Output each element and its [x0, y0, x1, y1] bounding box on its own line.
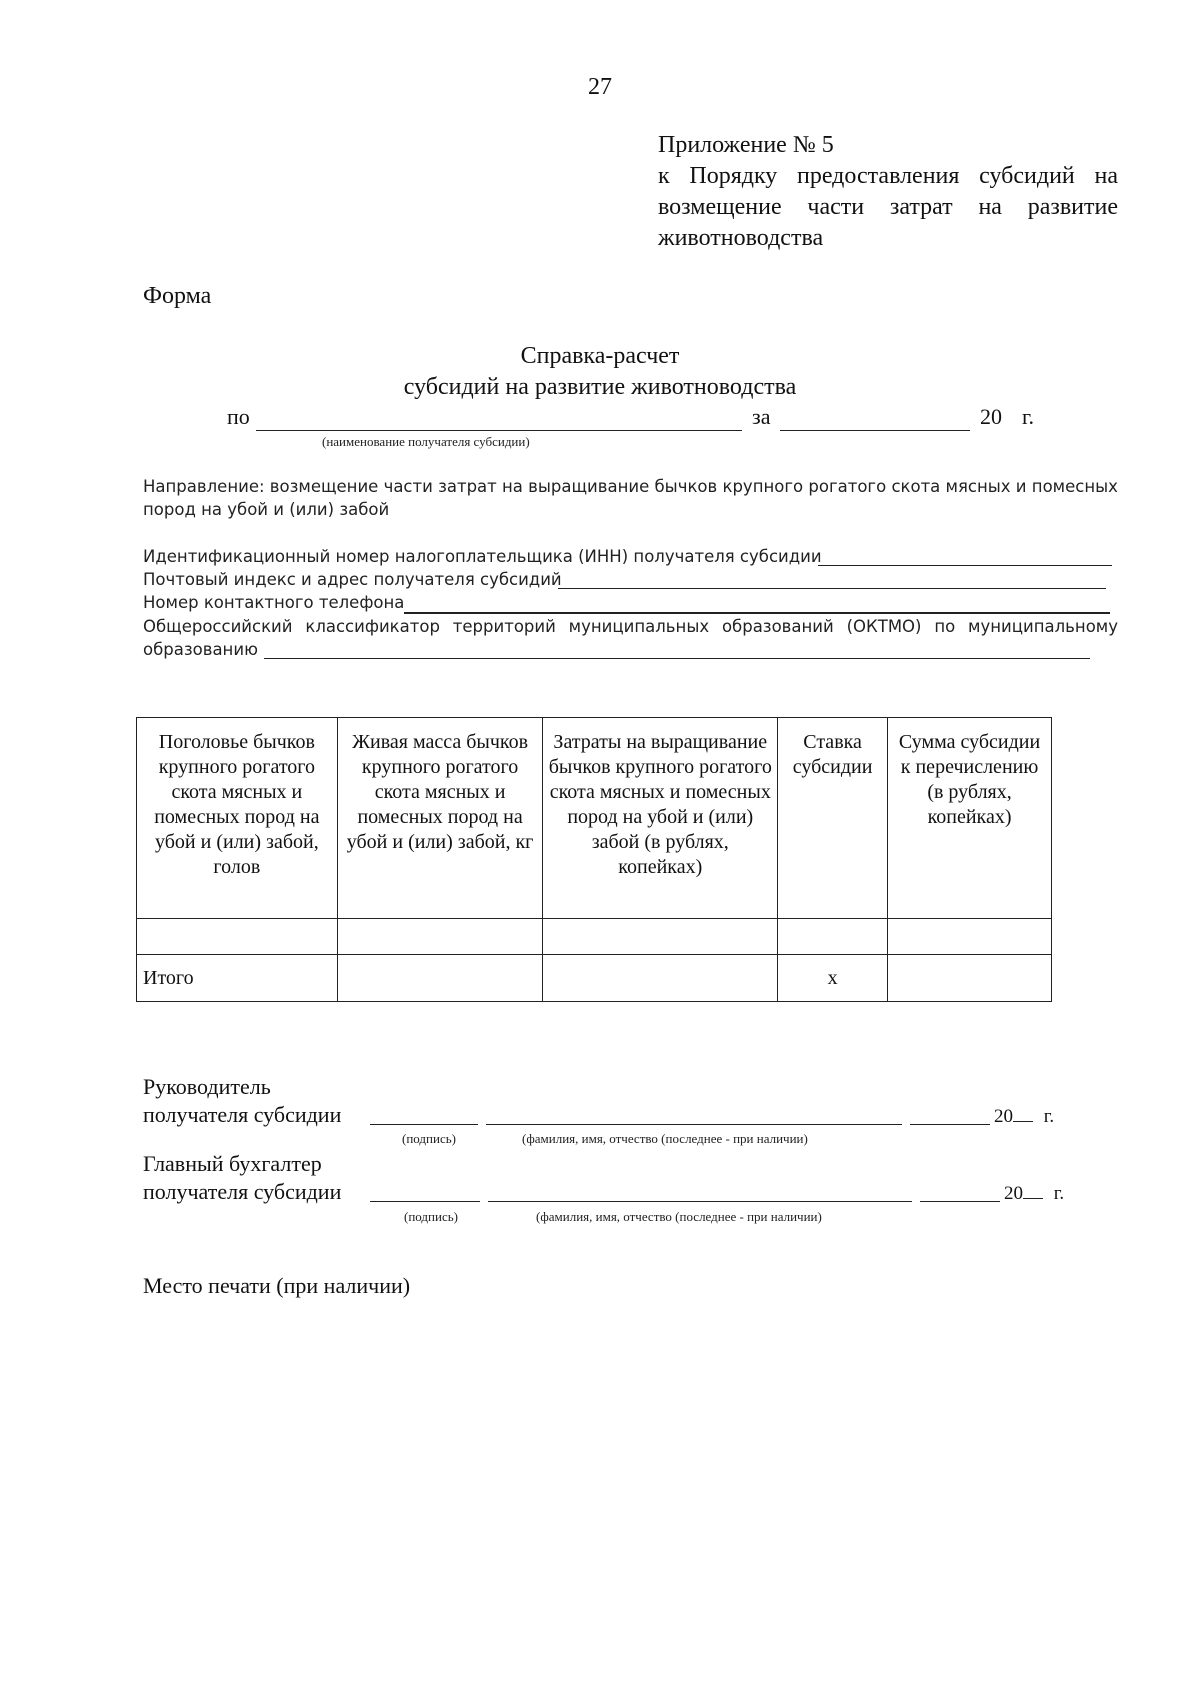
head-sign-caption: (подпись): [402, 1131, 456, 1146]
cell-head-count[interactable]: [137, 919, 338, 955]
oktmo-label-line-2: образованию: [143, 640, 258, 659]
accountant-year-suffix: г.: [1053, 1183, 1065, 1204]
header-head-count: Поголовье бычков крупного рогатого скота мясных и помесных пород на убой и (или) забой, голов: [137, 718, 338, 919]
cell-costs[interactable]: [543, 919, 778, 955]
address-field[interactable]: [558, 588, 1106, 589]
address-label: Почтовый индекс и адрес получателя субсидий: [143, 570, 562, 589]
year-suffix: г.: [1022, 404, 1035, 429]
period-field[interactable]: [780, 430, 970, 431]
head-year-field[interactable]: [1013, 1121, 1033, 1122]
accountant-name-caption: (фамилия, имя, отчество (последнее - при наличии): [536, 1209, 822, 1224]
head-recipient: получателя субсидии: [143, 1102, 342, 1127]
head-year-suffix: г.: [1043, 1106, 1055, 1127]
appendix-title: Приложение № 5: [658, 132, 834, 158]
cell-rate[interactable]: [778, 919, 888, 955]
head-year: [994, 1106, 1054, 1128]
doc-title-line-1: Справка-расчет: [520, 343, 680, 369]
head-signature-field[interactable]: [370, 1124, 478, 1125]
accountant-year: [1004, 1183, 1064, 1205]
oktmo-field[interactable]: [264, 658, 1090, 659]
head-name-caption: (фамилия, имя, отчество (последнее - при наличии): [522, 1131, 808, 1146]
year-prefix: 20: [980, 404, 1002, 429]
doc-title-line-2: субсидий на развитие животноводства: [403, 374, 797, 400]
inn-field[interactable]: [818, 565, 1112, 566]
accountant-title: Главный бухгалтер: [143, 1151, 322, 1176]
recipient-name-field[interactable]: [256, 430, 742, 431]
head-year-prefix: 20: [994, 1106, 1013, 1127]
header-amount: Сумма субсидии к перечислению (в рублях, копейках): [888, 718, 1052, 919]
header-live-weight: Живая масса бычков крупного рогатого скота мясных и помесных пород на убой и (или) забой, кг: [337, 718, 543, 919]
cell-live-weight[interactable]: [337, 919, 543, 955]
appendix-header: [658, 130, 1118, 254]
table-total-row: [137, 955, 1052, 1002]
direction-line-2: пород на убой и (или) забой: [143, 500, 390, 519]
form-label: Форма: [143, 283, 212, 309]
accountant-year-field[interactable]: [1023, 1198, 1043, 1199]
appendix-line-3: животноводства: [658, 225, 824, 251]
head-name-field[interactable]: [486, 1124, 902, 1125]
page-number: 27: [588, 74, 612, 100]
accountant-signature-field[interactable]: [370, 1201, 480, 1202]
phone-label: Номер контактного телефона: [143, 593, 405, 612]
head-title: Руководитель: [143, 1074, 271, 1099]
total-live-weight[interactable]: [337, 955, 543, 1002]
accountant-recipient: получателя субсидии: [143, 1179, 342, 1204]
table-row: [137, 919, 1052, 955]
accountant-date-field[interactable]: [920, 1201, 1000, 1202]
appendix-line-2: возмещение части затрат на развитие: [658, 194, 1118, 220]
direction-line-1: Направление: возмещение части затрат на выращивание бычков крупного рогатого скота мясных и помесных: [143, 477, 1118, 496]
head-date-field[interactable]: [910, 1124, 990, 1125]
total-amount[interactable]: [888, 955, 1052, 1002]
stamp-place: Место печати (при наличии): [143, 1273, 411, 1298]
appendix-line-1: к Порядку предоставления субсидий на: [658, 163, 1118, 189]
cell-amount[interactable]: [888, 919, 1052, 955]
phone-field[interactable]: [404, 612, 1110, 614]
header-costs: Затраты на выращивание бычков крупного рогатого скота мясных и помесных пород на убой и (или) забой (в рублях, копейках): [543, 718, 778, 919]
accountant-year-prefix: 20: [1004, 1183, 1023, 1204]
subsidy-table: [136, 717, 1052, 1002]
accountant-name-field[interactable]: [488, 1201, 912, 1202]
oktmo-label-line-1: Общероссийский классификатор территорий муниципальных образований (ОКТМО) по муниципальному: [143, 617, 1118, 636]
table-header-row: [137, 718, 1052, 919]
recipient-prefix: по: [227, 404, 250, 429]
recipient-caption: (наименование получателя субсидии): [322, 434, 530, 449]
header-rate: Ставка субсидии: [778, 718, 888, 919]
total-rate-mark: x: [778, 955, 888, 1002]
accountant-sign-caption: (подпись): [404, 1209, 458, 1224]
period-label: за: [752, 404, 771, 429]
inn-label: Идентификационный номер налогоплательщика (ИНН) получателя субсидии: [143, 547, 822, 566]
total-costs[interactable]: [543, 955, 778, 1002]
total-label: Итого: [137, 955, 338, 1002]
